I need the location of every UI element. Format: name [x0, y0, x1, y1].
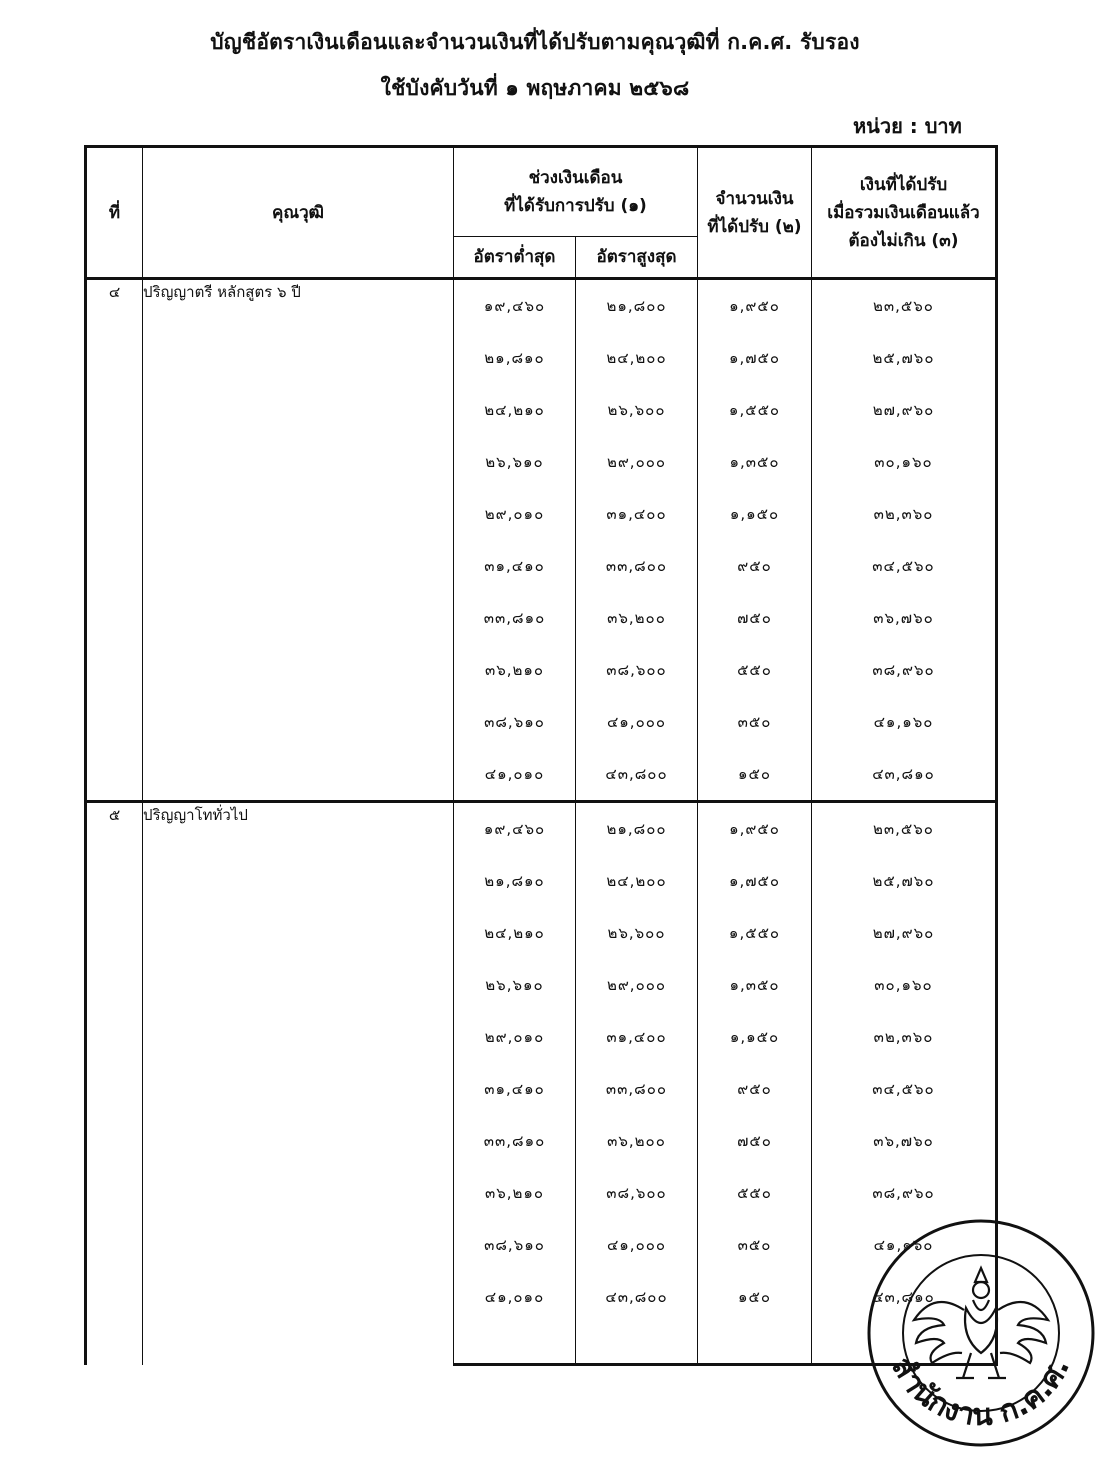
- adjusted-amount-cell: ๑,๙๕๐: [698, 802, 812, 856]
- min-rate-cell: ๒๙,๐๑๐: [454, 488, 576, 540]
- adjusted-amount-cell: ๑,๕๕๐: [698, 384, 812, 436]
- min-rate-cell: ๓๓,๘๑๐: [454, 1115, 576, 1167]
- header-min-rate: อัตราต่ำสุด: [454, 237, 576, 279]
- total-cap-cell: ๓๖,๗๖๐: [812, 1115, 997, 1167]
- seal-text: สำนักงาน ก.ค.ศ.: [884, 1350, 1077, 1434]
- adjusted-amount-cell: ๑,๗๕๐: [698, 332, 812, 384]
- min-rate-cell: ๓๘,๖๑๐: [454, 696, 576, 748]
- min-rate-cell: ๒๔,๒๑๐: [454, 384, 576, 436]
- garuda-seal-stamp: [866, 1218, 1096, 1448]
- header-adjusted-amount-line2: ที่ได้ปรับ (๒): [707, 216, 802, 237]
- header-total-cap: [812, 147, 997, 279]
- total-cap-cell: ๓๐,๑๖๐: [812, 959, 997, 1011]
- total-cap-cell: ๓๘,๙๖๐: [812, 644, 997, 696]
- max-rate-cell: ๓๖,๒๐๐: [576, 1115, 698, 1167]
- min-rate-cell: ๒๙,๐๑๐: [454, 1011, 576, 1063]
- min-rate-cell: ๔๑,๐๑๐: [454, 748, 576, 802]
- max-rate-cell: ๓๓,๘๐๐: [576, 540, 698, 592]
- document-subtitle: ใช้บังคับวันที่ ๑ พฤษภาคม ๒๕๖๘: [380, 76, 690, 100]
- min-rate-cell: ๓๖,๒๑๐: [454, 1167, 576, 1219]
- adjusted-amount-cell: ๗๕๐: [698, 1115, 812, 1167]
- table-row: [86, 279, 997, 333]
- total-cap-cell: ๓๒,๓๖๐: [812, 1011, 997, 1063]
- total-cap-cell: ๔๑,๑๖๐: [812, 696, 997, 748]
- header-total-cap-line3: ต้องไม่เกิน (๓): [848, 230, 959, 251]
- adjusted-amount-cell: ๕๕๐: [698, 1167, 812, 1219]
- total-cap-cell: ๓๐,๑๖๐: [812, 436, 997, 488]
- max-rate-cell: ๔๑,๐๐๐: [576, 696, 698, 748]
- total-cap-cell: ๓๒,๓๖๐: [812, 488, 997, 540]
- adjusted-amount-cell: ๑,๕๕๐: [698, 907, 812, 959]
- max-rate-cell: ๔๓,๘๐๐: [576, 748, 698, 802]
- header-qualification: คุณวุฒิ: [143, 147, 454, 279]
- header-salary-range: [454, 147, 698, 237]
- min-rate-cell: ๒๑,๘๑๐: [454, 332, 576, 384]
- adjusted-amount-cell: ๑,๙๕๐: [698, 279, 812, 333]
- empty-cell: [698, 1323, 812, 1365]
- total-cap-cell: ๒๕,๗๖๐: [812, 332, 997, 384]
- header-no: ที่: [86, 147, 143, 279]
- min-rate-cell: ๑๙,๔๖๐: [454, 802, 576, 856]
- max-rate-cell: ๓๑,๔๐๐: [576, 1011, 698, 1063]
- total-cap-cell: ๓๔,๕๖๐: [812, 1063, 997, 1115]
- max-rate-cell: ๒๔,๒๐๐: [576, 855, 698, 907]
- min-rate-cell: ๔๑,๐๑๐: [454, 1271, 576, 1323]
- header-salary-range-line1: ช่วงเงินเดือน: [528, 168, 623, 188]
- table-body: [86, 279, 997, 1365]
- min-rate-cell: ๒๖,๖๑๐: [454, 436, 576, 488]
- qualification-name: ปริญญาตรี หลักสูตร ๖ ปี: [143, 279, 454, 802]
- adjusted-amount-cell: ๑,๗๕๐: [698, 855, 812, 907]
- header-salary-range-line2: ที่ได้รับการปรับ (๑): [504, 196, 647, 216]
- empty-cell: [576, 1323, 698, 1365]
- max-rate-cell: ๓๖,๒๐๐: [576, 592, 698, 644]
- total-cap-cell: ๓๘,๙๖๐: [812, 1167, 997, 1219]
- header-max-rate: อัตราสูงสุด: [576, 237, 698, 279]
- row-number: ๔: [86, 279, 143, 802]
- document-title: บัญชีอัตราเงินเดือนและจำนวนเงินที่ได้ปรับตามคุณวุฒิที่ ก.ค.ศ. รับรอง: [210, 30, 860, 54]
- adjusted-amount-cell: ๑๕๐: [698, 1271, 812, 1323]
- min-rate-cell: ๓๖,๒๑๐: [454, 644, 576, 696]
- total-cap-cell: ๒๕,๗๖๐: [812, 855, 997, 907]
- adjusted-amount-cell: ๗๕๐: [698, 592, 812, 644]
- adjusted-amount-cell: ๑,๓๕๐: [698, 959, 812, 1011]
- unit-label: หน่วย : บาท: [853, 114, 962, 138]
- table-header: [86, 147, 997, 279]
- total-cap-cell: ๒๗,๙๖๐: [812, 384, 997, 436]
- max-rate-cell: ๔๑,๐๐๐: [576, 1219, 698, 1271]
- max-rate-cell: ๒๑,๘๐๐: [576, 802, 698, 856]
- max-rate-cell: ๒๙,๐๐๐: [576, 436, 698, 488]
- row-number: ๕: [86, 802, 143, 1365]
- total-cap-cell: ๒๗,๙๖๐: [812, 907, 997, 959]
- total-cap-cell: ๓๔,๕๖๐: [812, 540, 997, 592]
- min-rate-cell: ๓๑,๔๑๐: [454, 540, 576, 592]
- header-adjusted-amount: [698, 147, 812, 279]
- adjusted-amount-cell: ๙๕๐: [698, 540, 812, 592]
- max-rate-cell: ๓๓,๘๐๐: [576, 1063, 698, 1115]
- min-rate-cell: ๓๑,๔๑๐: [454, 1063, 576, 1115]
- empty-cell: [454, 1323, 576, 1365]
- salary-table: [84, 145, 998, 1366]
- total-cap-cell: ๔๓,๘๑๐: [812, 748, 997, 802]
- total-cap-cell: ๓๖,๗๖๐: [812, 592, 997, 644]
- total-cap-cell: ๔๓,๘๑๐: [812, 1271, 997, 1323]
- adjusted-amount-cell: ๑,๓๕๐: [698, 436, 812, 488]
- total-cap-cell: ๒๓,๕๖๐: [812, 279, 997, 333]
- adjusted-amount-cell: ๑,๑๕๐: [698, 1011, 812, 1063]
- table-row: [86, 802, 997, 856]
- max-rate-cell: ๒๔,๒๐๐: [576, 332, 698, 384]
- adjusted-amount-cell: ๓๕๐: [698, 696, 812, 748]
- max-rate-cell: ๒๖,๖๐๐: [576, 907, 698, 959]
- min-rate-cell: ๒๖,๖๑๐: [454, 959, 576, 1011]
- total-cap-cell: ๒๓,๕๖๐: [812, 802, 997, 856]
- min-rate-cell: ๑๙,๔๖๐: [454, 279, 576, 333]
- max-rate-cell: ๒๑,๘๐๐: [576, 279, 698, 333]
- min-rate-cell: ๒๑,๘๑๐: [454, 855, 576, 907]
- min-rate-cell: ๒๔,๒๑๐: [454, 907, 576, 959]
- adjusted-amount-cell: ๙๕๐: [698, 1063, 812, 1115]
- adjusted-amount-cell: ๓๕๐: [698, 1219, 812, 1271]
- max-rate-cell: ๒๙,๐๐๐: [576, 959, 698, 1011]
- max-rate-cell: ๓๘,๖๐๐: [576, 1167, 698, 1219]
- adjusted-amount-cell: ๑,๑๕๐: [698, 488, 812, 540]
- min-rate-cell: ๓๓,๘๑๐: [454, 592, 576, 644]
- max-rate-cell: ๓๘,๖๐๐: [576, 644, 698, 696]
- max-rate-cell: ๓๑,๔๐๐: [576, 488, 698, 540]
- min-rate-cell: ๓๘,๖๑๐: [454, 1219, 576, 1271]
- header-total-cap-line2: เมื่อรวมเงินเดือนแล้ว: [827, 202, 980, 223]
- qualification-name: ปริญญาโททั่วไป: [143, 802, 454, 1365]
- max-rate-cell: ๒๖,๖๐๐: [576, 384, 698, 436]
- header-total-cap-line1: เงินที่ได้ปรับ: [859, 174, 948, 195]
- max-rate-cell: ๔๓,๘๐๐: [576, 1271, 698, 1323]
- adjusted-amount-cell: ๑๕๐: [698, 748, 812, 802]
- total-cap-cell: ๔๑,๑๖๐: [812, 1219, 997, 1271]
- header-adjusted-amount-line1: จำนวนเงิน: [715, 188, 794, 209]
- adjusted-amount-cell: ๕๕๐: [698, 644, 812, 696]
